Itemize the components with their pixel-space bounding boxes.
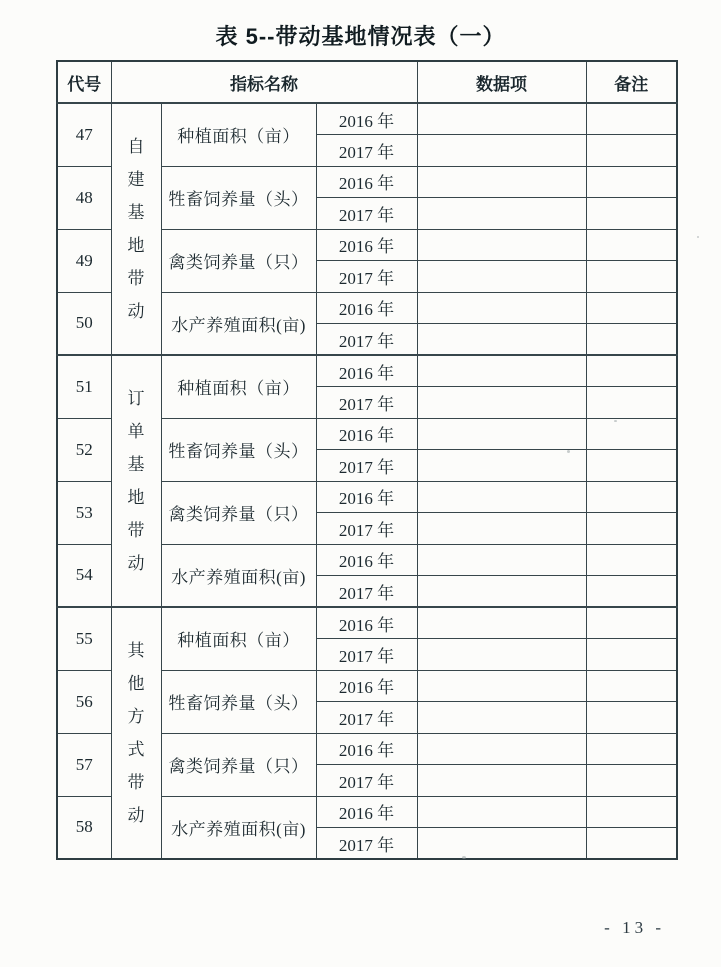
data-item-cell xyxy=(417,166,586,198)
indicator-cell: 牲畜饲养量（头） xyxy=(161,418,316,481)
year-cell: 2016 年 xyxy=(316,733,417,765)
year-cell: 2016 年 xyxy=(316,103,417,135)
remark-cell xyxy=(586,198,677,230)
data-item-cell xyxy=(417,544,586,576)
data-item-cell xyxy=(417,481,586,513)
remark-cell xyxy=(586,733,677,765)
group-label: 订 单 基 地 带 动 xyxy=(127,389,145,573)
remark-cell xyxy=(586,828,677,860)
year-cell: 2016 年 xyxy=(316,544,417,576)
header-remark: 备注 xyxy=(586,61,677,103)
page-number: - 13 - xyxy=(604,918,665,937)
year-cell: 2017 年 xyxy=(316,765,417,797)
data-item-cell xyxy=(417,198,586,230)
table-body xyxy=(57,103,677,859)
year-cell: 2016 年 xyxy=(316,481,417,513)
code-cell: 57 xyxy=(57,733,111,796)
data-item-cell xyxy=(417,796,586,828)
code-cell: 48 xyxy=(57,166,111,229)
table-row xyxy=(57,103,677,135)
year-cell: 2017 年 xyxy=(316,324,417,356)
data-item-cell xyxy=(417,261,586,293)
group-label-cell xyxy=(111,607,161,859)
remark-cell xyxy=(586,450,677,482)
code-cell: 53 xyxy=(57,481,111,544)
year-cell: 2017 年 xyxy=(316,639,417,671)
remark-cell xyxy=(586,355,677,387)
remark-cell xyxy=(586,261,677,293)
indicator-cell: 种植面积（亩） xyxy=(161,607,316,670)
remark-cell xyxy=(586,324,677,356)
indicator-cell: 禽类饲养量（只） xyxy=(161,481,316,544)
indicator-cell: 禽类饲养量（只） xyxy=(161,733,316,796)
remark-cell xyxy=(586,135,677,167)
data-item-cell xyxy=(417,450,586,482)
year-cell: 2017 年 xyxy=(316,135,417,167)
remark-cell xyxy=(586,544,677,576)
header-code: 代号 xyxy=(57,61,111,103)
table-row xyxy=(57,355,677,387)
remark-cell xyxy=(586,576,677,608)
indicator-cell: 水产养殖面积(亩) xyxy=(161,292,316,355)
scan-speck xyxy=(614,420,617,422)
code-cell: 49 xyxy=(57,229,111,292)
year-cell: 2017 年 xyxy=(316,387,417,419)
data-item-cell xyxy=(417,607,586,639)
code-cell: 58 xyxy=(57,796,111,859)
remark-cell xyxy=(586,670,677,702)
indicator-cell: 禽类饲养量（只） xyxy=(161,229,316,292)
year-cell: 2016 年 xyxy=(316,229,417,261)
remark-cell xyxy=(586,639,677,671)
data-item-cell xyxy=(417,828,586,860)
year-cell: 2017 年 xyxy=(316,261,417,293)
code-cell: 55 xyxy=(57,607,111,670)
group-label-cell xyxy=(111,355,161,607)
year-cell: 2017 年 xyxy=(316,828,417,860)
code-cell: 47 xyxy=(57,103,111,166)
remark-cell xyxy=(586,292,677,324)
remark-cell xyxy=(586,166,677,198)
year-cell: 2016 年 xyxy=(316,166,417,198)
indicator-cell: 水产养殖面积(亩) xyxy=(161,544,316,607)
year-cell: 2016 年 xyxy=(316,670,417,702)
data-item-cell xyxy=(417,639,586,671)
year-cell: 2016 年 xyxy=(316,418,417,450)
scan-speck xyxy=(462,856,466,859)
remark-cell xyxy=(586,702,677,734)
base-situation-table xyxy=(56,60,678,860)
data-item-cell xyxy=(417,513,586,545)
data-item-cell xyxy=(417,387,586,419)
remark-cell xyxy=(586,103,677,135)
remark-cell xyxy=(586,418,677,450)
remark-cell xyxy=(586,387,677,419)
remark-cell xyxy=(586,481,677,513)
year-cell: 2017 年 xyxy=(316,576,417,608)
table-row xyxy=(57,607,677,639)
remark-cell xyxy=(586,796,677,828)
data-item-cell xyxy=(417,670,586,702)
scan-speck xyxy=(567,450,570,453)
data-item-cell xyxy=(417,733,586,765)
data-item-cell xyxy=(417,576,586,608)
group-label-cell xyxy=(111,103,161,355)
remark-cell xyxy=(586,607,677,639)
remark-cell xyxy=(586,229,677,261)
code-cell: 56 xyxy=(57,670,111,733)
year-cell: 2017 年 xyxy=(316,450,417,482)
indicator-cell: 种植面积（亩） xyxy=(161,103,316,166)
data-item-cell xyxy=(417,229,586,261)
indicator-cell: 水产养殖面积(亩) xyxy=(161,796,316,859)
code-cell: 52 xyxy=(57,418,111,481)
data-item-cell xyxy=(417,355,586,387)
year-cell: 2016 年 xyxy=(316,292,417,324)
data-item-cell xyxy=(417,292,586,324)
header-indicator-name: 指标名称 xyxy=(111,61,417,103)
page-title: 表 5--带动基地情况表（一） xyxy=(215,24,506,49)
year-cell: 2016 年 xyxy=(316,355,417,387)
indicator-cell: 种植面积（亩） xyxy=(161,355,316,418)
data-item-cell xyxy=(417,702,586,734)
indicator-cell: 牲畜饲养量（头） xyxy=(161,166,316,229)
code-cell: 50 xyxy=(57,292,111,355)
year-cell: 2017 年 xyxy=(316,702,417,734)
remark-cell xyxy=(586,513,677,545)
group-label: 其 他 方 式 带 动 xyxy=(127,641,145,825)
year-cell: 2017 年 xyxy=(316,198,417,230)
data-item-cell xyxy=(417,103,586,135)
scan-speck xyxy=(697,236,699,238)
code-cell: 54 xyxy=(57,544,111,607)
data-item-cell xyxy=(417,324,586,356)
data-item-cell xyxy=(417,418,586,450)
year-cell: 2016 年 xyxy=(316,607,417,639)
year-cell: 2017 年 xyxy=(316,513,417,545)
data-item-cell xyxy=(417,765,586,797)
code-cell: 51 xyxy=(57,355,111,418)
header-data-item: 数据项 xyxy=(417,61,586,103)
table-header-row xyxy=(57,61,677,103)
indicator-cell: 牲畜饲养量（头） xyxy=(161,670,316,733)
data-item-cell xyxy=(417,135,586,167)
group-label: 自 建 基 地 带 动 xyxy=(127,137,145,321)
year-cell: 2016 年 xyxy=(316,796,417,828)
remark-cell xyxy=(586,765,677,797)
